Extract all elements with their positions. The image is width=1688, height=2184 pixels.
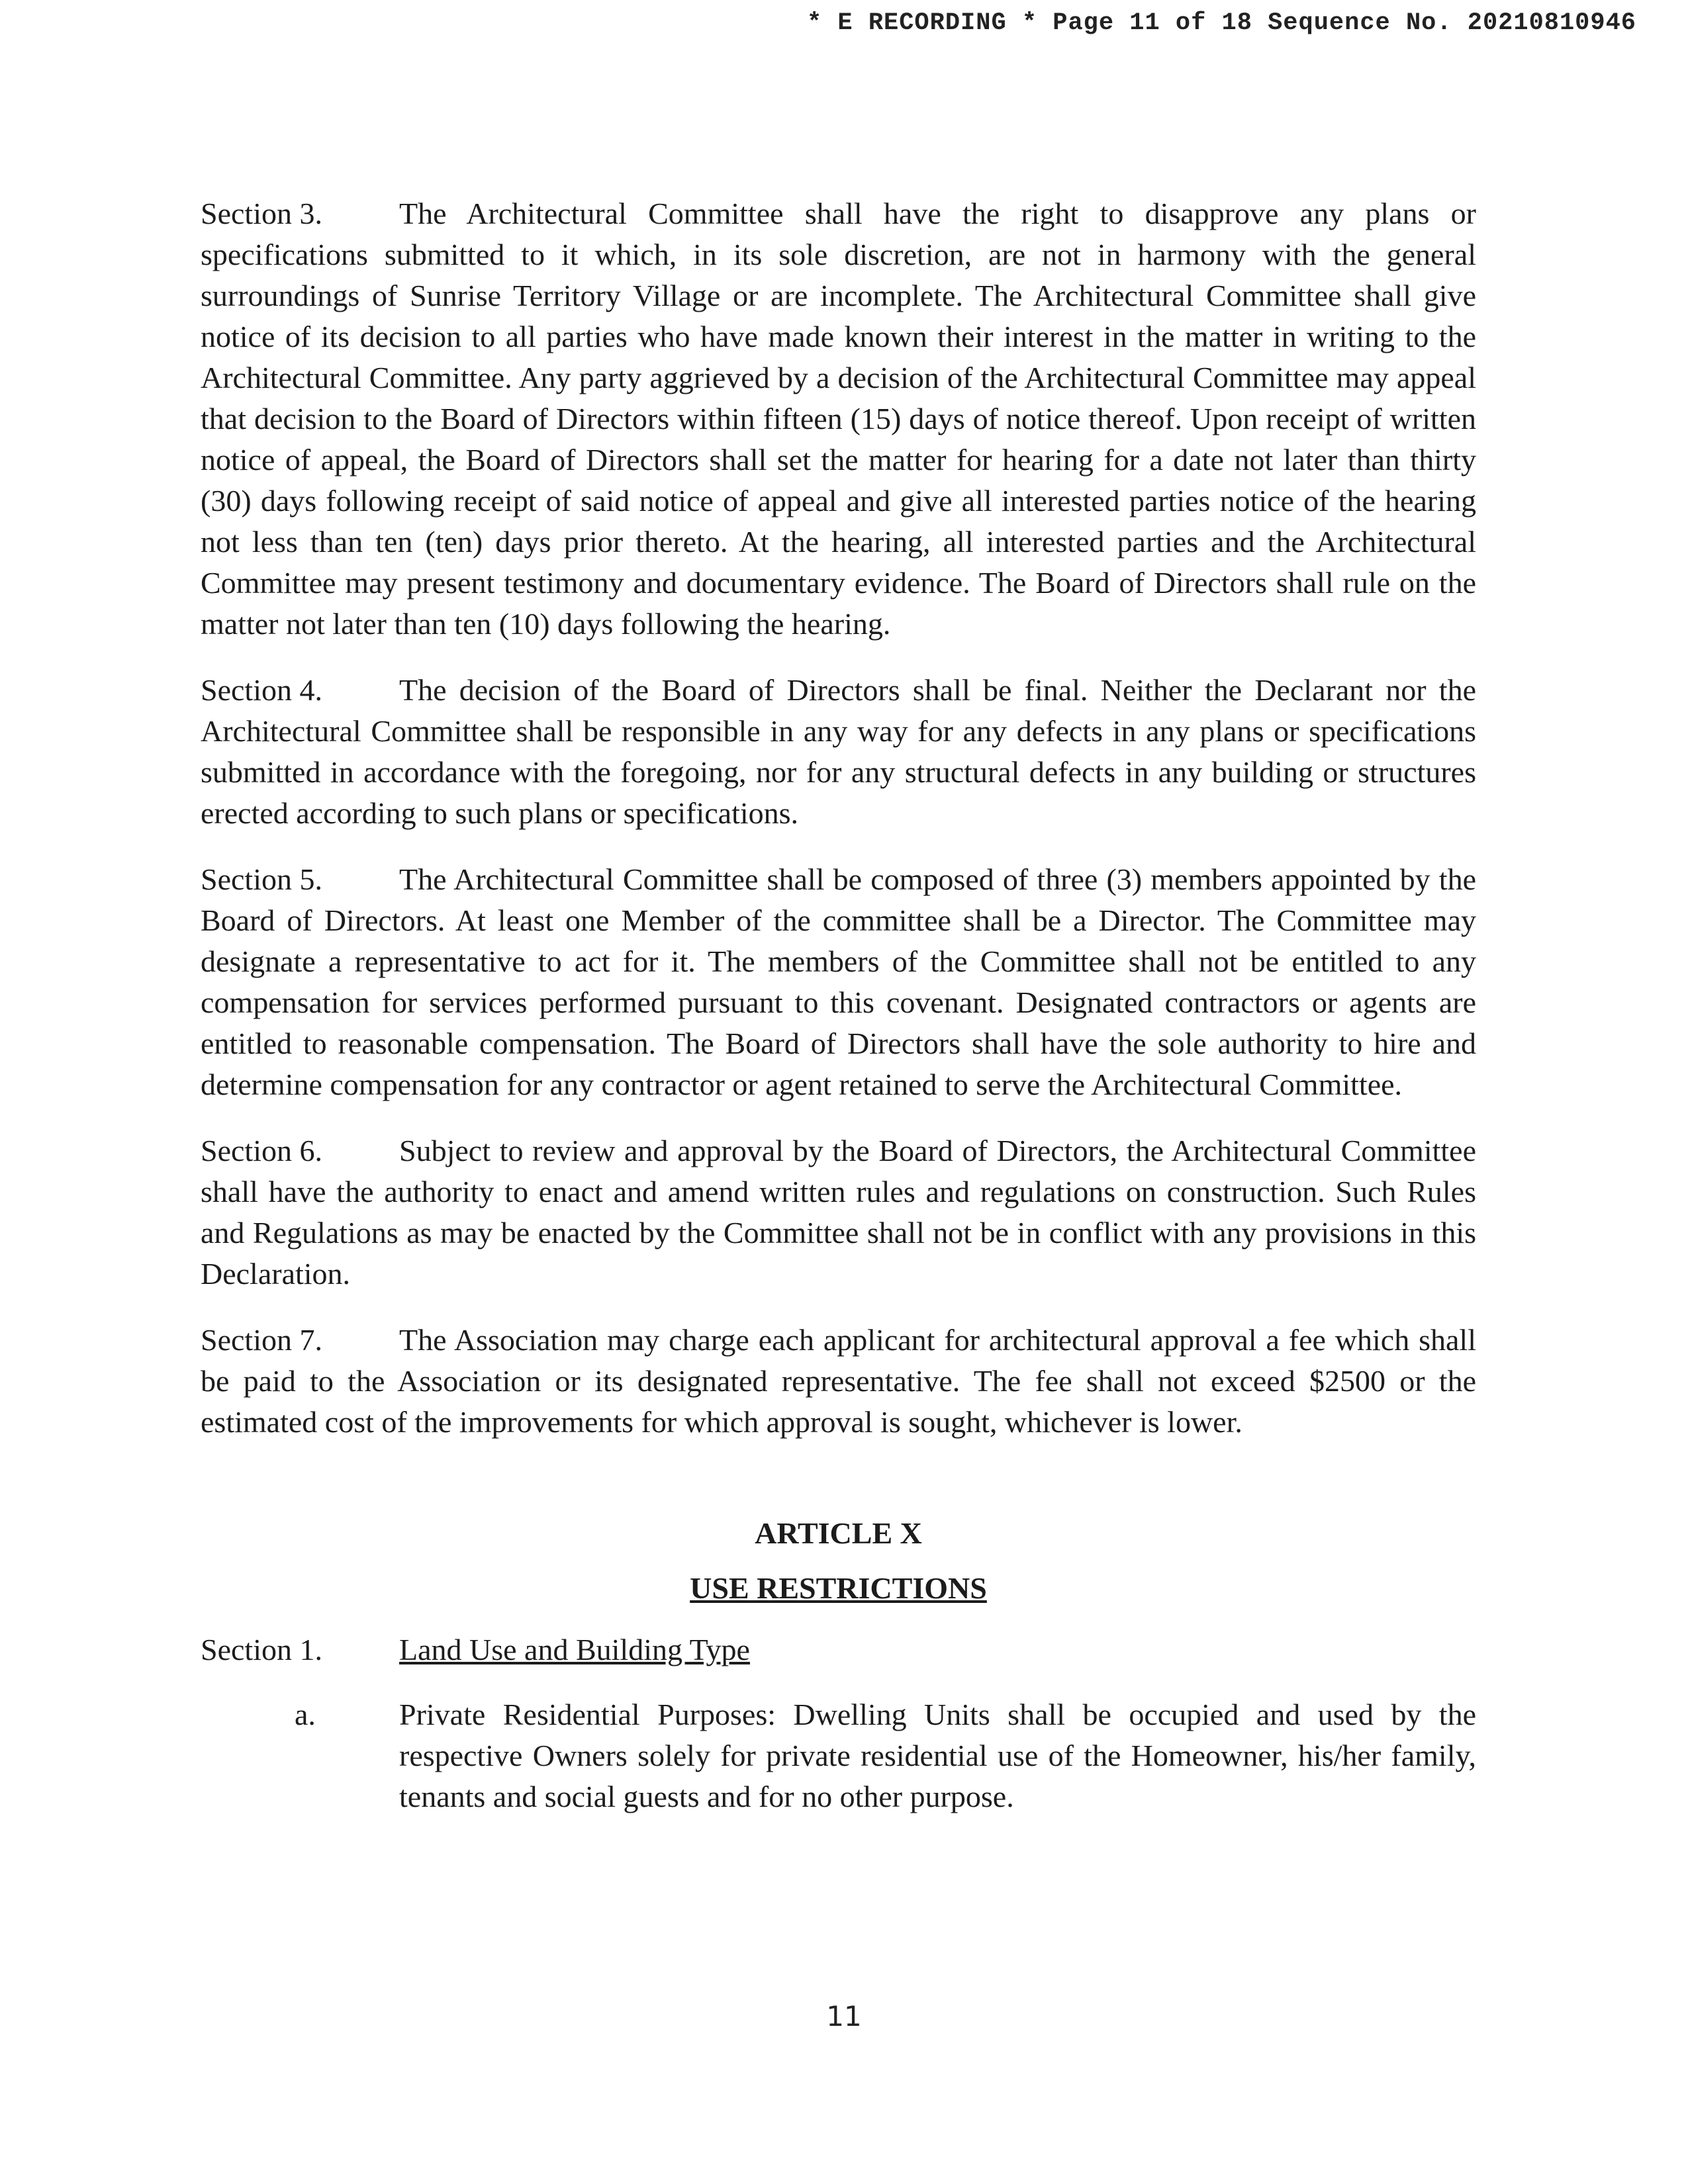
subitem-a-text: Private Residential Purposes: Dwelling Units shall be occupied and used by the respective Owners solely for private residential use of the Homeowner, his/her family, tenants and social guests and for no other purpose. bbox=[399, 1698, 1476, 1813]
section-6-text: Subject to review and approval by the Board of Directors, the Architectural Committee shall have the authority to enact and amend written rules and regulations on construction. Such Rules and Regulations as may be enacted by the Committee shall not be in conflict with any provisions in this Declaration. bbox=[201, 1134, 1476, 1291]
article-section-1-label: Section 1. bbox=[201, 1633, 322, 1666]
section-7-paragraph bbox=[201, 1320, 1476, 1443]
section-3-paragraph bbox=[201, 193, 1476, 645]
section-3-label: Section 3. bbox=[201, 197, 322, 230]
article-section-1 bbox=[201, 1629, 1476, 1670]
article-section-1-title: Land Use and Building Type bbox=[399, 1633, 750, 1666]
section-5-paragraph bbox=[201, 859, 1476, 1105]
section-5-text: The Architectural Committee shall be composed of three (3) members appointed by the Board of Directors. At least one Member of the committee shall be a Director. The Committee may designate a representative to act for it. The members of the Committee shall not be entitled to any compensation for services performed pursuant to this covenant. Designated contractors or agents are entitled to reasonable compensation. The Board of Directors shall have the sole authority to hire and determine compensation for any contractor or agent retained to serve the Architectural Committee. bbox=[201, 862, 1476, 1101]
article-number: ARTICLE X bbox=[755, 1516, 922, 1550]
section-6-label: Section 6. bbox=[201, 1134, 322, 1167]
subitem-a-letter: a. bbox=[295, 1698, 316, 1731]
section-7-text: The Association may charge each applicant for architectural approval a fee which shall be paid to the Association or its designated representative. The fee shall not exceed $2500 or the estimated cost of the improvements for which approval is sought, whichever is lower. bbox=[201, 1323, 1476, 1439]
section-4-label: Section 4. bbox=[201, 673, 322, 707]
page-number: 11 bbox=[826, 2000, 862, 2032]
article-title: USE RESTRICTIONS bbox=[690, 1571, 987, 1605]
section-3-text: The Architectural Committee shall have the right to disapprove any plans or specifications submitted to it which, in its sole discretion, are not in harmony with the general surroundings of Sunrise Territory Village or are incomplete. The Architectural Committee shall give notice of its decision to all parties who have made known their interest in the matter in writing to the Architectural Committee. Any party aggrieved by a decision of the Architectural Committee may appeal that decision to the Board of Directors within fifteen (15) days of notice thereof. Upon receipt of written notice of appeal, the Board of Directors shall set the matter for hearing for a date not later than thirty (30) days following receipt of said notice of appeal and give all interested parties notice of the hearing not less than ten (ten) days prior thereto. At the hearing, all interested parties and the Architectural Committee may present testimony and documentary evidence. The Board of Directors shall rule on the matter not later than ten (10) days following the hearing. bbox=[201, 197, 1476, 641]
subitem-a bbox=[201, 1694, 1476, 1817]
section-6-paragraph bbox=[201, 1130, 1476, 1295]
recording-header: * E RECORDING * Page 11 of 18 Sequence No. 20210810946 bbox=[807, 9, 1636, 37]
section-4-text: The decision of the Board of Directors shall be final. Neither the Declarant nor the Architectural Committee shall be responsible in any way for any defects in any plans or specifications submitted in accordance with the foregoing, nor for any structural defects in any building or structures erected according to such plans or specifications. bbox=[201, 673, 1476, 830]
section-4-paragraph bbox=[201, 670, 1476, 834]
document-body bbox=[201, 193, 1476, 1817]
article-heading bbox=[201, 1516, 1476, 1606]
section-5-label: Section 5. bbox=[201, 862, 322, 896]
section-7-label: Section 7. bbox=[201, 1323, 322, 1357]
